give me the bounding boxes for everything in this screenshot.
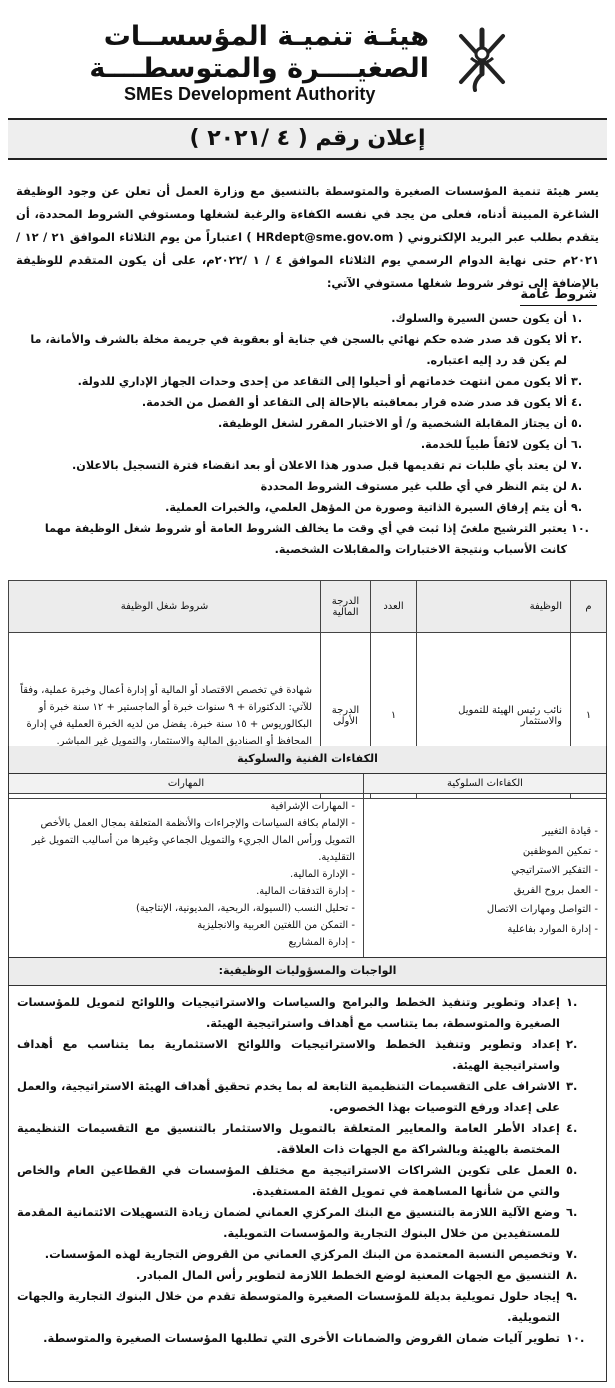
condition-item (16, 497, 599, 518)
list-item: - التواصل ومهارات الاتصال (486, 904, 598, 915)
duty-item (17, 1076, 596, 1118)
condition-item (16, 392, 599, 413)
list-item: - تحليل النسب (السيولة، الربحية، المديونية، الإنتاجية) (135, 903, 355, 914)
announcement-title: إعلان رقم ( ٤ /٢٠٢١ ) (189, 126, 426, 151)
cell-m: ١ (571, 633, 607, 799)
list-item: - تمكين الموظفين (522, 845, 598, 857)
list-item: - الإلمام بكافة السياسات والإجراءات والأنظمة المتعلقة بمجال العمل بالأخص التمويل ورأس المال الجريء والتمويل الجماعي وغيرها من أساليب التمويل غير التقليدية. (31, 818, 355, 863)
page-header (8, 0, 607, 112)
duty-item (17, 1160, 596, 1202)
duty-item (17, 1265, 596, 1286)
condition-number: ١٠. (571, 522, 589, 535)
behavioral-list (364, 794, 606, 939)
condition-item (16, 371, 599, 392)
duty-text: وتخصيص النسبة المعتمدة من البنك المركزي العماني من القروض التجارية لهذه المؤسسات. (44, 1247, 560, 1261)
duties-list (9, 986, 606, 1349)
condition-item (16, 329, 599, 371)
condition-number: ٢. (571, 333, 583, 346)
org-name-arabic-line1: هيئـة تنميـة المؤسســات (103, 21, 429, 52)
condition-item (16, 434, 599, 455)
cell-job-title: نائب رئيس الهيئة للتمويل والاستثمار (417, 633, 571, 799)
condition-text: ألا يكون قد صدر ضده حكم نهائي بالسجن في جناية أو بعقوبة في جريمة مخلة بالشرف والأمانة، ما لم يكن قد رد إليه اعتباره. (30, 333, 567, 367)
list-item: - إدارة المشاريع (288, 937, 355, 948)
condition-item (16, 476, 599, 497)
duty-item (17, 1034, 596, 1076)
header-job: الوظيفة (417, 581, 571, 633)
condition-text: أن يجتاز المقابلة الشخصية و/ أو الاختبار المقرر لشغل الوظيفة. (217, 417, 567, 430)
condition-text: ألا يكون قد صدر ضده قرار بمعاقبته بالإحالة إلى التقاعد أو الفصل من الخدمة. (141, 396, 567, 409)
condition-number: ١. (571, 312, 583, 325)
header-count: العدد (371, 581, 417, 633)
header-m: م (571, 581, 607, 633)
duty-number: ٩. (566, 1289, 578, 1303)
duty-number: ٤. (566, 1121, 578, 1135)
duty-number: ٧. (566, 1247, 578, 1261)
condition-number: ٧. (571, 459, 583, 472)
condition-text: أن يكون لائقاً طبياً للخدمة. (420, 438, 567, 451)
duty-number: ٨. (566, 1268, 578, 1282)
duty-text: التنسيق مع الجهات المعنية لوضع الخطط اللازمة لتطوير رأس المال المبادر. (136, 1268, 560, 1282)
condition-text: أن يتم إرفاق السيرة الذاتية وصورة من المؤهل العلمي، والخبرات العملية. (165, 501, 567, 514)
duty-number: ٢. (566, 1037, 578, 1051)
org-name-arabic-line2: الصغيــــرة والمتوسطــــة (89, 53, 429, 84)
list-item: - إدارة التدفقات المالية. (256, 886, 355, 897)
condition-number: ٨. (571, 480, 583, 493)
cell-count: ١ (371, 633, 417, 799)
duty-text: إيجاد حلول تمويلية بديلة للمؤسسات الصغيرة والمتوسطة تقدم من خلال البنوك التجارية والجهات التمويلية. (17, 1289, 560, 1324)
condition-item (16, 308, 599, 329)
oman-emblem-icon (453, 24, 511, 94)
duty-text: الاشراف على التقسيمات التنظيمية التابعة له بما يخدم تحقيق أهداف الهيئة الاستراتيجية، والعمل على إعداد ورفع التوصيات بهذا الخصوص. (17, 1079, 560, 1114)
competencies-grid (8, 774, 607, 958)
duty-text: وضع الآلية اللازمة بالتنسيق مع البنك المركزي العماني لضمان زيادة التسهيلات الائتمانية المقدمة للمستفيدين من خلال البنوك التجارية والمؤسسات التمويلية. (17, 1205, 560, 1240)
duty-item (17, 1244, 596, 1265)
announcement-title-bar (8, 118, 607, 160)
duty-text: إعداد وتطوير وتنفيذ الخطط والاستراتيجيات واللوائح الاستثمارية بما يتناسب مع أهداف واستراتيجية الهيئة. (17, 1037, 560, 1072)
duty-text: إعداد وتطوير وتنفيذ الخطط والبرامج والسياسات والاستراتيجيات واللوائح لتمويل للمؤسسات الصغيرة والمتوسطة، بما يتناسب مع أهداف واستراتيجية الهيئة. (17, 995, 560, 1030)
condition-item (16, 455, 599, 476)
duties-heading: الواجبات والمسؤوليات الوظيفية: (8, 958, 607, 986)
condition-number: ٥. (571, 417, 583, 430)
general-conditions-heading: شروط عامة (520, 285, 597, 306)
condition-item (16, 518, 599, 560)
announcement-intro: يسر هيئة تنمية المؤسسات الصغيرة والمتوسطة بالتنسيق مع وزارة العمل أن تعلن عن وجود الوظيفة الشاغرة المبينة أدناه، فعلى من يجد في نفسه الكفاءة والرغبة لشغلها ومستوفي الشروط المحددة، أن يتقدم بطلب عبر البريد الإلكتروني ( HRdept@sme.gov.om ) اعتباراً من يوم الثلاثاء الموافق ٢١ / ١٢ /٢٠٢١م حتى نهاية الدوام الرسمي يوم الثلاثاء الموافق ٤ / ١ /٢٠٢٢م، على أن يكون المتقدم للوظيفة بالإضافة إلى توفر شروط شغلها مستوفي الآتي: (16, 184, 599, 290)
behavioral-column (363, 774, 606, 957)
general-conditions-list (16, 308, 599, 560)
duties-box (8, 986, 607, 1382)
header-conditions: شروط شغل الوظيفة (9, 581, 321, 633)
condition-text: ألا يكون ممن انتهت خدماتهم أو أحيلوا إلى التقاعد من إحدى وحدات الجهاز الإداري للدولة. (77, 375, 567, 388)
skills-column (9, 774, 363, 957)
duty-text: إعداد الأطر العامة والمعايير المتعلقة بالتمويل والاستثمار بالتنسيق مع التقسيمات التنظيمية المختصة بالهيئة وبالشراكة مع الجهات ذات العلاقة. (17, 1121, 560, 1156)
behavioral-heading: الكفاءات السلوكية (364, 774, 606, 794)
duty-number: ٦. (566, 1205, 578, 1219)
job-table-header-row (9, 581, 607, 633)
list-item: - قيادة التغيير (542, 826, 598, 837)
duty-item (17, 1202, 596, 1244)
condition-text: لن يتم النظر في أي طلب غير مستوف الشروط المحددة (260, 480, 567, 493)
condition-number: ٩. (571, 501, 583, 514)
condition-text: لن يعتد بأي طلبات تم تقديمها قبل صدور هذا الاعلان أو بعد انقضاء فترة التسجيل بالاعلان. (72, 459, 567, 472)
list-item: - إدارة الموارد بفاعلية (507, 923, 598, 935)
duty-item (17, 992, 596, 1034)
list-item: - التفكير الاستراتيجي (511, 865, 598, 876)
skills-list (9, 794, 363, 951)
list-item: - الإدارة المالية. (289, 869, 355, 880)
condition-item (16, 413, 599, 434)
condition-number: ٣. (571, 375, 583, 388)
skills-heading: المهارات (9, 774, 363, 794)
header-grade: الدرجة المالية (321, 581, 371, 633)
org-name-english: SMEs Development Authority (124, 84, 376, 104)
duty-number: ٣. (566, 1079, 578, 1093)
duty-number: ١٠. (566, 1331, 585, 1345)
duty-item (17, 1328, 596, 1349)
condition-number: ٦. (571, 438, 583, 451)
duty-number: ١. (566, 995, 578, 1009)
condition-text: يعتبر الترشيح ملغىً إذا ثبت في أي وقت ما يخالف الشروط العامة أو شروط شغل الوظيفة مهما كانت الأسباب ونتيجة الاختبارات والمقابلات الشخصية. (44, 522, 567, 556)
list-item: - العمل بروح الفريق (513, 884, 598, 896)
duty-text: العمل على تكوين الشراكات الاستراتيجية مع مختلف المؤسسات في القطاعين العام والخاص والتي من شأنها المساهمة في تمويل الفئة المستفيدة. (17, 1163, 560, 1198)
list-item: - التمكن من اللغتين العربية والانجليزية (197, 920, 355, 931)
competencies-heading: الكفاءات الفنية والسلوكية (8, 746, 607, 774)
cell-conditions: شهادة في تخصص الاقتصاد أو المالية أو إدارة أعمال وخبرة عملية، وفقاً للآتي: الدكتوراة + ٩ سنوات خبرة أو الماجستير + ١٢ سنة خبرة أو البكالوريوس + ١٥ سنة خبرة. يفضل من لديه الخبرة العملية في إدارة المحافظ أو الصناديق المالية والاستثمار، والتمويل غير المباشر. (9, 633, 321, 799)
duty-number: ٥. (566, 1163, 578, 1177)
cell-grade: الدرجة الأولى (321, 633, 371, 799)
duty-item (17, 1118, 596, 1160)
duty-item (17, 1286, 596, 1328)
condition-number: ٤. (571, 396, 583, 409)
list-item: - المهارات الإشرافية (270, 801, 355, 812)
condition-text: أن يكون حسن السيرة والسلوك. (391, 312, 567, 325)
duty-text: تطوير آليات ضمان القروض والضمانات الأخرى التي تطلبها المؤسسات الصغيرة والمتوسطة. (43, 1331, 560, 1345)
